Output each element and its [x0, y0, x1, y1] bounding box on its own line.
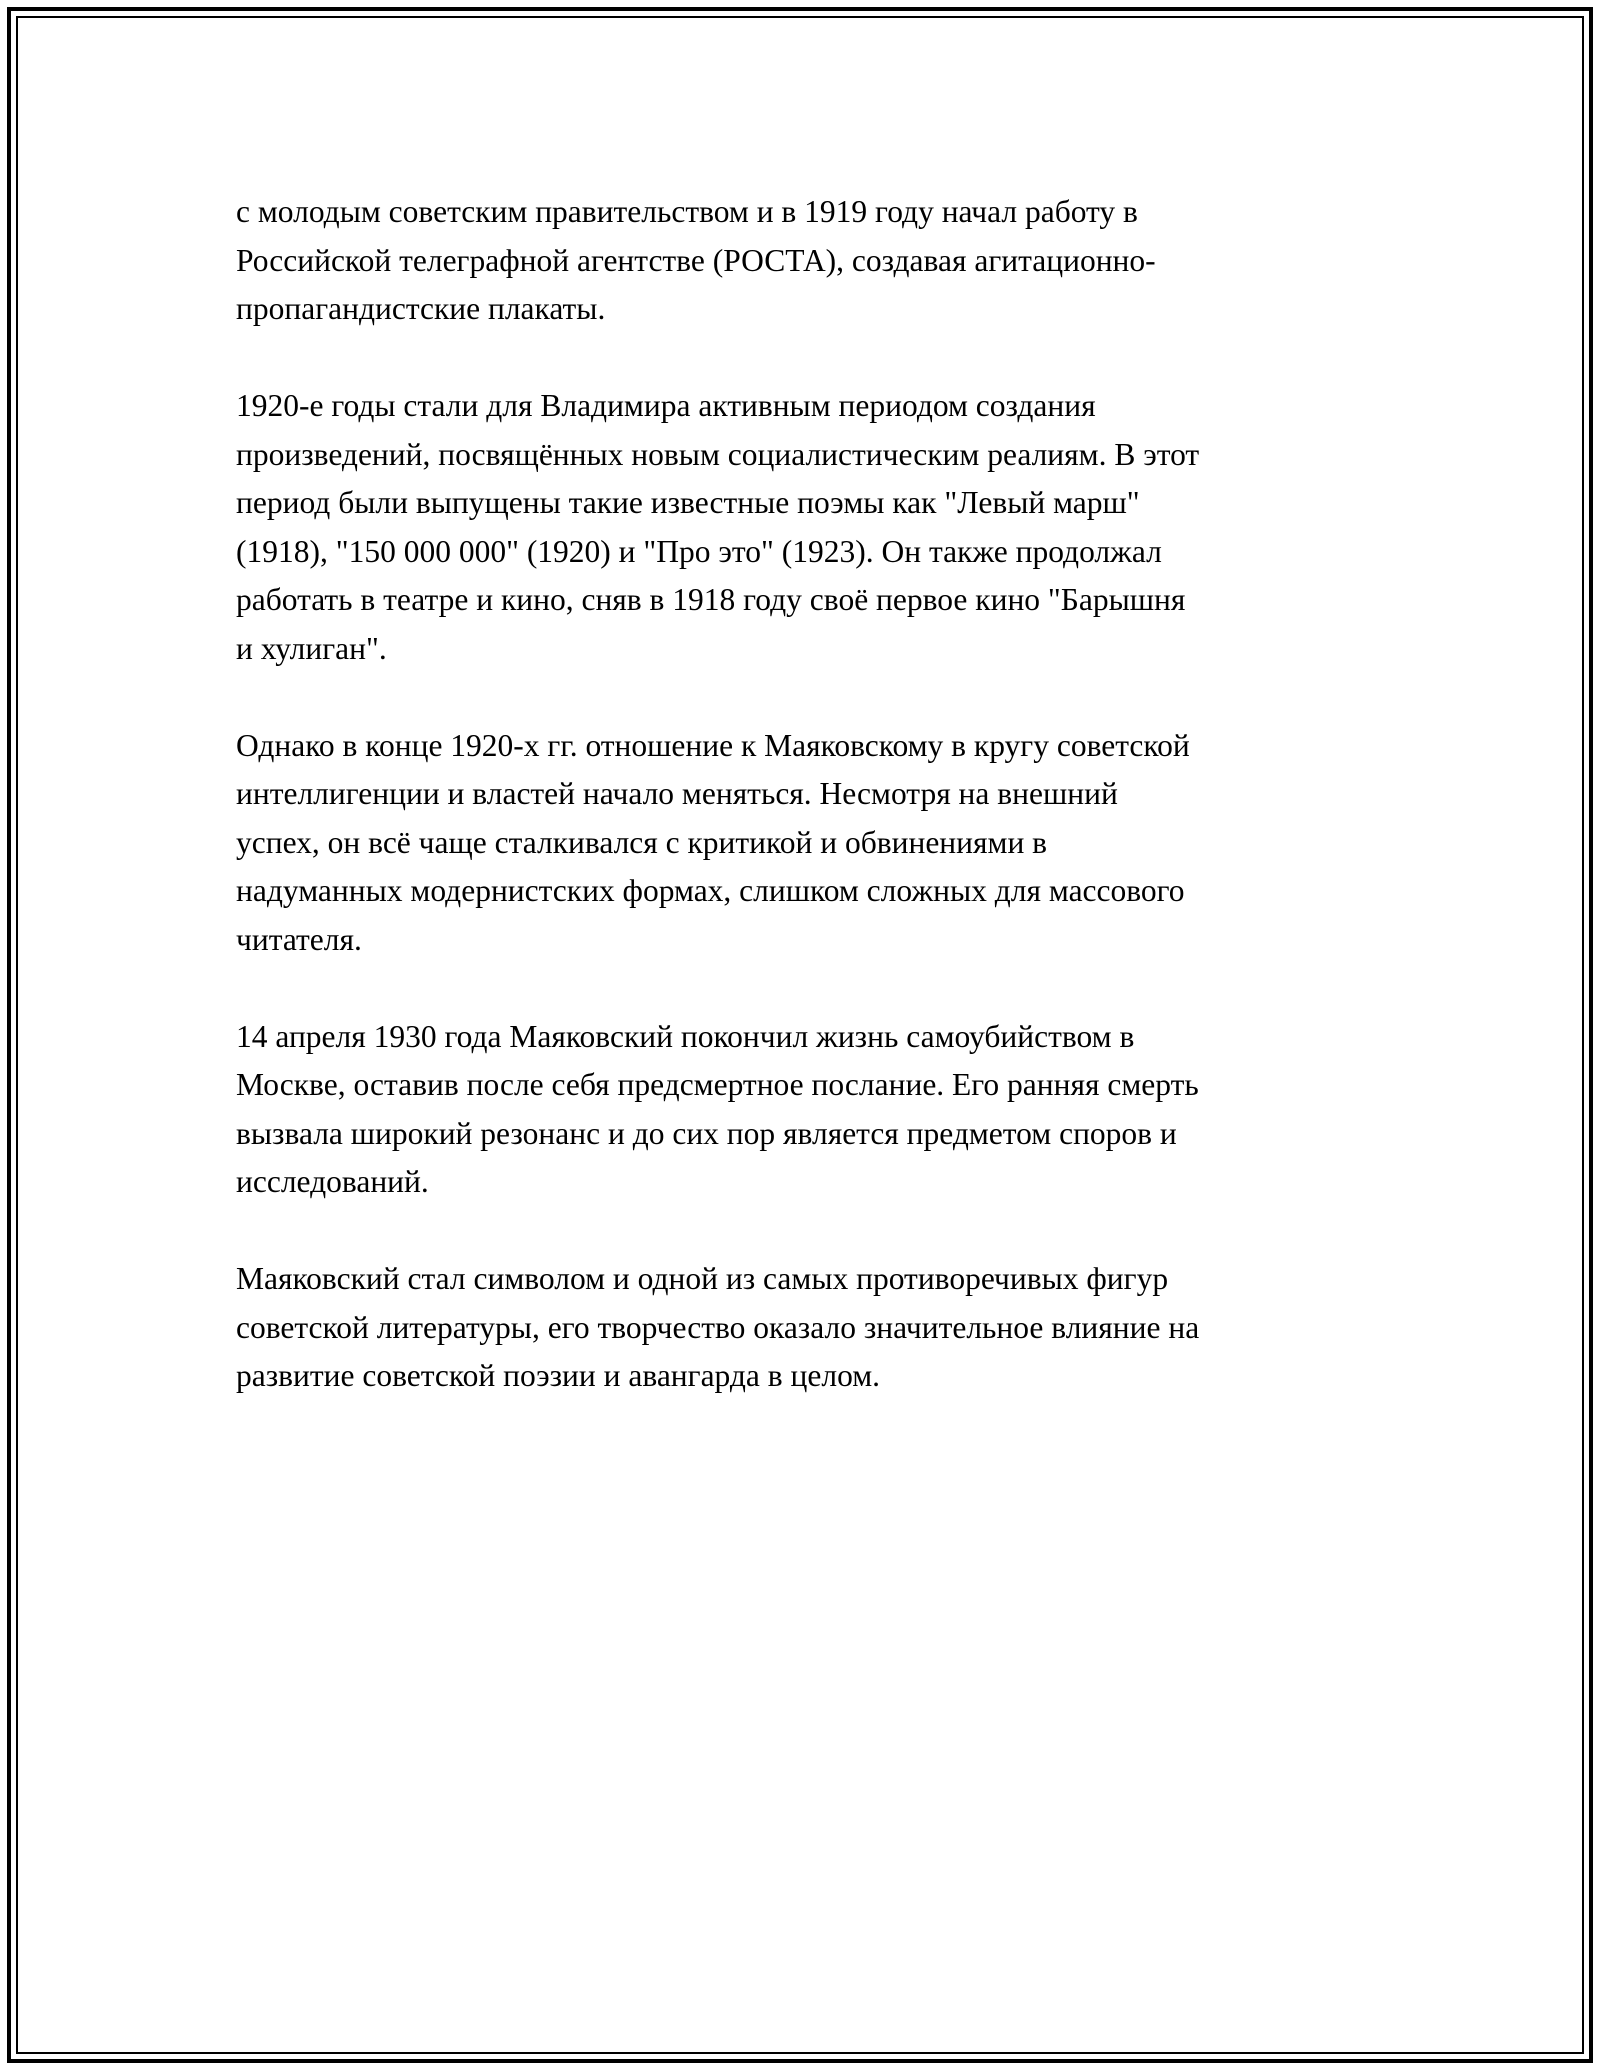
text-line: исследований.	[236, 1164, 429, 1199]
text-line: 1920-е годы стали для Владимира активным периодом создания	[236, 388, 1096, 423]
text-line: Маяковский стал символом и одной из самых противоречивых фигур	[236, 1261, 1169, 1296]
paragraph	[236, 1013, 1386, 1207]
paragraph	[236, 188, 1386, 334]
text-line: и хулиган".	[236, 630, 387, 666]
text-line: развитие советской поэзии и авангарда в целом.	[236, 1358, 881, 1393]
text-line: Москве, оставив после себя предсмертное послание. Его ранняя смерть	[236, 1067, 1199, 1102]
paragraph	[236, 1255, 1386, 1401]
text-line: надуманных модернистских формах, слишком сложных для массового	[236, 873, 1185, 908]
text-line: вызвала широкий резонанс и до сих пор является предметом споров и	[236, 1115, 1177, 1151]
text-line: интеллигенции и властей начало меняться. Несмотря на внешний	[236, 776, 1118, 811]
text-line: (1918), "150 000 000" (1920) и "Про это" (1923). Он также продолжал	[236, 533, 1162, 569]
text-line: 14 апреля 1930 года Маяковский покончил жизнь самоубийством в	[236, 1018, 1135, 1054]
paragraph	[236, 722, 1386, 965]
text-line: период были выпущены такие известные поэмы как "Левый марш"	[236, 485, 1140, 520]
text-line: пропагандистские плакаты.	[236, 291, 606, 326]
text-line: читателя.	[236, 921, 362, 957]
text-line: работать в театре и кино, сняв в 1918 году своё первое кино "Барышня	[236, 582, 1186, 617]
text-line: Российской телеграфной агентстве (РОСТА), создавая агитационно-	[236, 242, 1156, 278]
paragraph	[236, 382, 1386, 673]
document-body	[236, 188, 1386, 1449]
text-line: советской литературы, его творчество оказало значительное влияние на	[236, 1309, 1200, 1345]
text-line: успех, он всё чаще сталкивался с критикой и обвинениями в	[236, 824, 1048, 860]
text-line: с молодым советским правительством и в 1919 году начал работу в	[236, 194, 1138, 229]
text-line: Однако в конце 1920-х гг. отношение к Маяковскому в кругу советской	[236, 727, 1190, 763]
text-line: произведений, посвящённых новым социалистическим реалиям. В этот	[236, 436, 1200, 472]
